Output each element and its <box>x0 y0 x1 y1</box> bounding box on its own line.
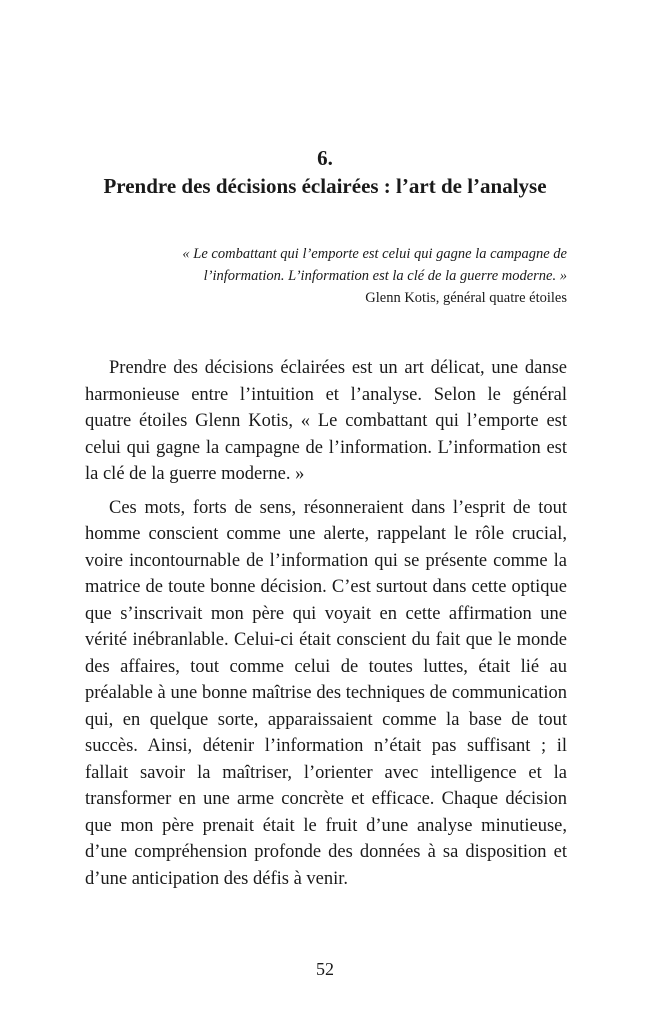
epigraph-quote-line-1: « Le combattant qui l’emporte est celui qui gagne la campagne de <box>182 246 567 262</box>
epigraph-quote-line-2: l’information. L’information est la clé de la guerre moderne. » <box>203 268 567 284</box>
epigraph <box>160 243 567 309</box>
body-text <box>85 355 567 899</box>
chapter-title: Prendre des décisions éclairées : l’art de l’analyse <box>103 174 547 198</box>
chapter-number: 6. <box>317 146 333 170</box>
body-paragraph-1: Prendre des décisions éclairées est un art délicat, une danse harmonieuse entre l’intuition et l’analyse. Selon le général quatre étoiles Glenn Kotis, « Le combattant qui l’emporte est celui qui gagne la campagne de l’information. L’information est la clé de la guerre moderne. » <box>85 358 567 484</box>
body-paragraph-2: Ces mots, forts de sens, résonneraient dans l’esprit de tout homme conscient comme une alerte, rappelant le rôle crucial, voire incontournable de l’information qui se présente comme la matrice de toute bonne décision. C’est surtout dans cette optique que s’inscrivait mon père qui voyait en cette affirmation une vérité inébranlable. Celui-ci était conscient du fait que le monde des affaires, tout comme celui de toutes luttes, était lié au préalable à une bonne maîtrise des techniques de communication qui, en quelque sorte, apparaissaient comme la base de tout succès. Ainsi, détenir l’information n’était pas suffisant ; il fallait savoir la maîtriser, l’orienter avec intelligence et la transformer en une arme concrète et efficace. Chaque décision que mon père prenait était le fruit d’une analyse minutieuse, d’une compréhension profonde des données à sa disposition et d’une anticipation des défis à venir. <box>85 497 567 889</box>
epigraph-author: Glenn Kotis, général quatre étoiles <box>365 290 567 306</box>
page-number: 52 <box>316 959 334 979</box>
